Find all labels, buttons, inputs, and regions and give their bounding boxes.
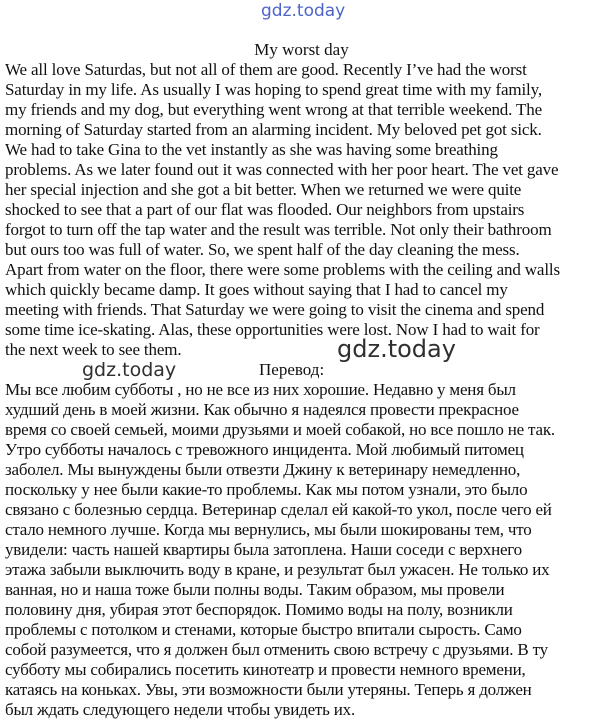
russian-line: увидели: часть нашей квартиры была затоплена. Наши соседи с верхнего bbox=[5, 540, 522, 559]
russian-line: собой разумеется, что я должен был отменить свою встречу с друзьями. В ту bbox=[5, 640, 548, 659]
english-line: Apart from water on the floor, there were some problems with the ceiling and walls bbox=[5, 260, 560, 279]
russian-line: был ждать следующего недели чтобы увидеть их. bbox=[5, 700, 355, 719]
russian-line: проблемы с потолком и стенами, которые быстро впитали сырость. Само bbox=[5, 620, 522, 639]
document-title: My worst day bbox=[254, 40, 349, 59]
watermark-middle: gdz.today bbox=[337, 335, 456, 363]
russian-line: субботу мы собирались посетить кинотеатр и провести немного времени, bbox=[5, 660, 526, 679]
translation-label: Перевод: bbox=[259, 360, 325, 379]
russian-line: время со своей семьей, моими друзьями и моей собакой, но все пошло не так. bbox=[5, 420, 555, 439]
english-line: We all love Saturdas, but not all of them are good. Recently I’ve had the worst bbox=[5, 60, 527, 79]
english-line: We had to take Gina to the vet instantly as she was having some breathing bbox=[5, 140, 498, 159]
english-line: problems. As we later found out it was connected with her poor heart. The vet gave bbox=[5, 160, 559, 179]
russian-line: Утро субботы началось с тревожного инцидента. Мой любимый питомец bbox=[5, 440, 524, 459]
watermark-left: gdz.today bbox=[82, 359, 177, 381]
russian-line: связано с болезнью сердца. Ветеринар сделал ей какой-то укол, после чего ей bbox=[5, 500, 552, 519]
russian-line: половину дня, убирая этот беспорядок. Помимо воды на полу, возникли bbox=[5, 600, 513, 619]
watermark-top: gdz.today bbox=[261, 1, 346, 21]
english-line: the next week to see them. bbox=[5, 340, 182, 359]
english-text-block bbox=[5, 60, 599, 363]
english-line: Saturday in my life. As usually I was hoping to spend great time with my family, bbox=[5, 80, 542, 99]
english-line: morning of Saturday started from an alarming incident. My beloved pet got sick. bbox=[5, 120, 542, 139]
english-line: some time ice-skating. Alas, these opportunities were lost. Now I had to wait for bbox=[5, 320, 540, 339]
russian-line: худший день в моей жизни. Как обычно я надеялся провести прекрасное bbox=[5, 400, 519, 419]
russian-text-block bbox=[5, 380, 599, 720]
russian-line: стало немного лучше. Когда мы вернулись, мы были шокированы тем, что bbox=[5, 520, 532, 539]
english-line: meeting with friends. That Saturday we were going to visit the cinema and spend bbox=[5, 300, 545, 319]
english-line: but ours too was full of water. So, we spent half of the day cleaning the mess. bbox=[5, 240, 520, 259]
russian-line: заболел. Мы вынуждены были отвезти Джину к ветеринару немедленно, bbox=[5, 460, 521, 479]
russian-line: ванная, но и наша тоже были полны воды. Таким образом, мы провели bbox=[5, 580, 505, 599]
russian-line: Мы все любим субботы , но не все из них хорошие. Недавно у меня был bbox=[5, 380, 516, 399]
english-line: forgot to turn off the tap water and the result was terrible. Not only their bathroom bbox=[5, 220, 552, 239]
english-line: shocked to see that a part of our flat was flooded. Our neighbors from upstairs bbox=[5, 200, 525, 219]
russian-line: поскольку у нее были какие-то проблемы. Как мы потом узнали, это было bbox=[5, 480, 528, 499]
english-line: her special injection and she got a bit better. When we returned we were quite bbox=[5, 180, 522, 199]
english-line: my friends and my dog, but everything went wrong at that terrible weekend. The bbox=[5, 100, 543, 119]
russian-line: этажа забыли выключить воду в кране, и результат был ужасен. Не только их bbox=[5, 560, 550, 579]
russian-line: катаясь на коньках. Увы, эти возможности были утеряны. Теперь я должен bbox=[5, 680, 532, 699]
english-line: which quickly became damp. It goes without saying that I had to cancel my bbox=[5, 280, 508, 299]
